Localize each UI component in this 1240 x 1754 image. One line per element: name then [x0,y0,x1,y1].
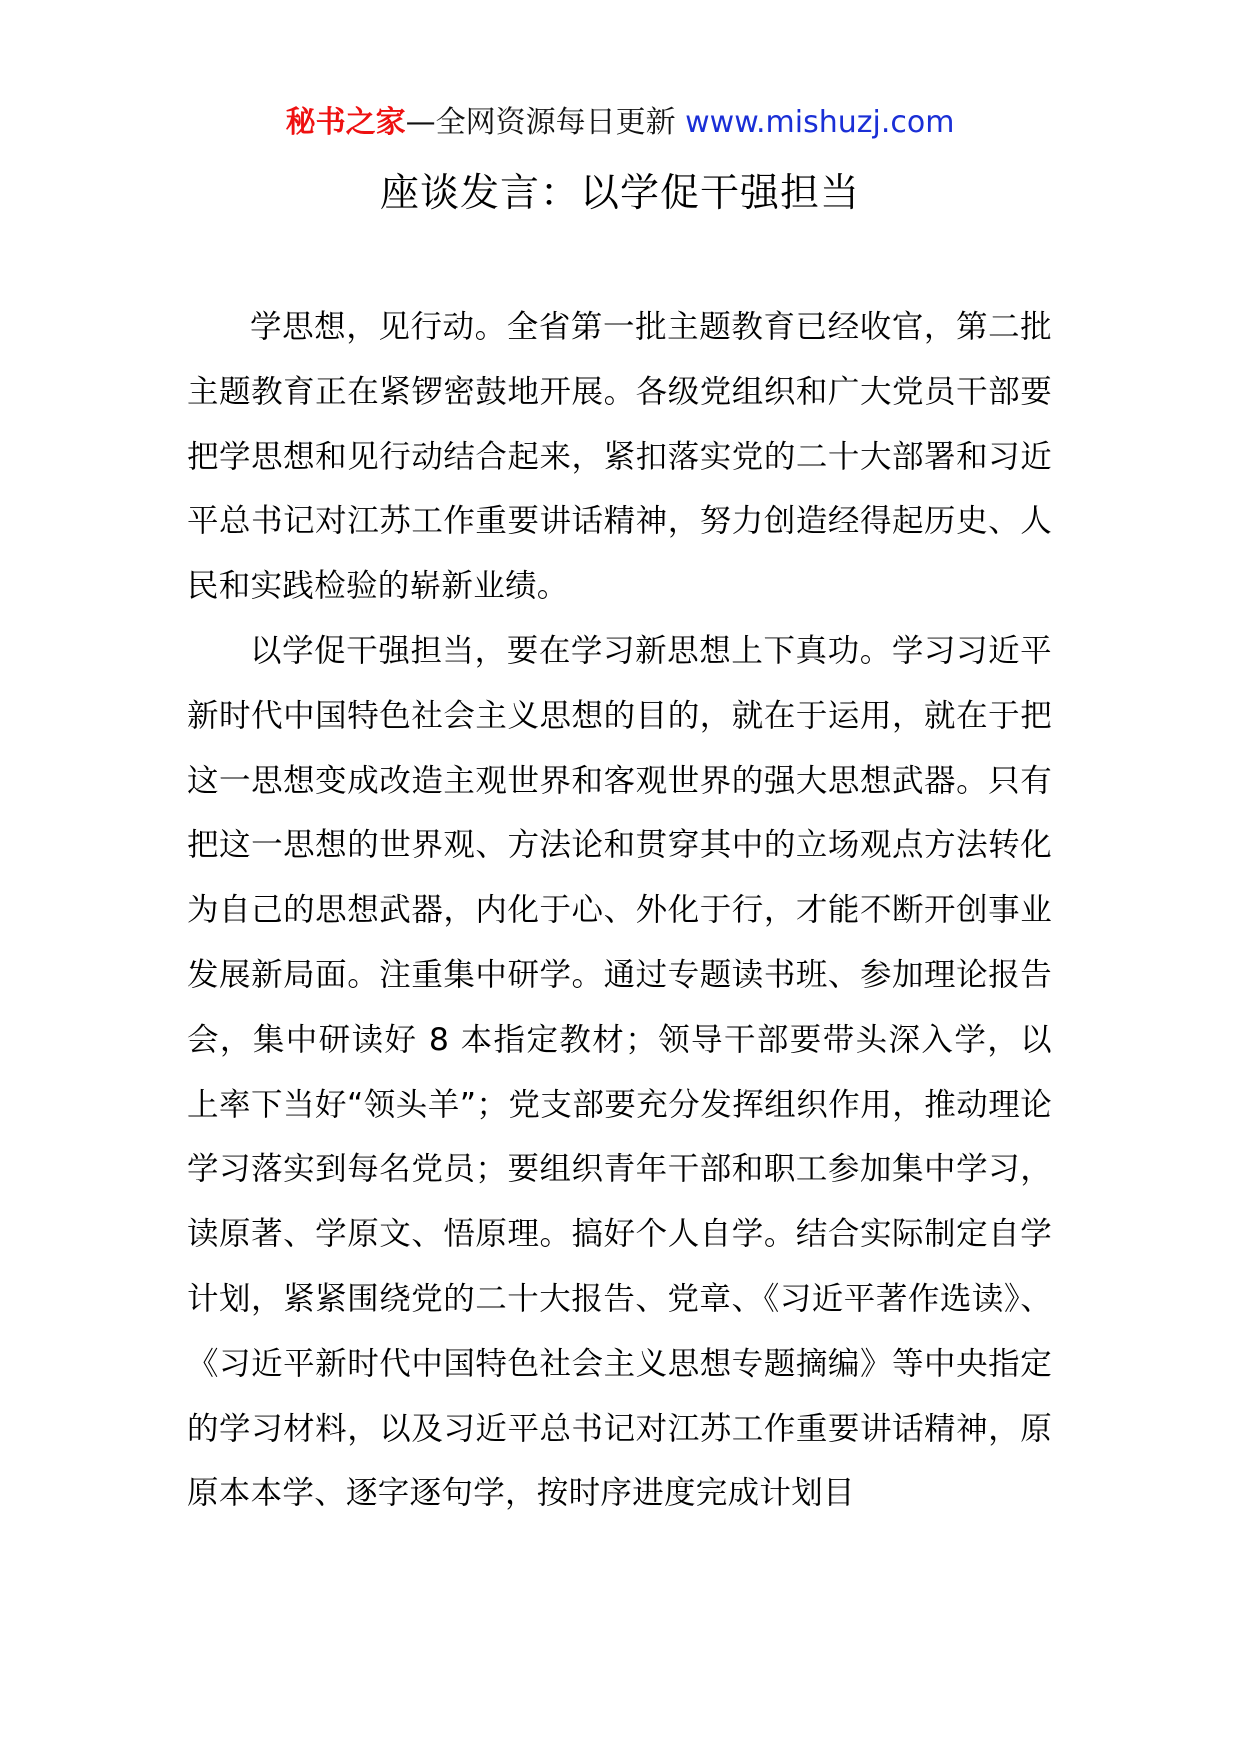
paragraph-2: 以学促干强担当，要在学习新思想上下真功。学习习近平新时代中国特色社会主义思想的目的，就在于运用，就在于把这一思想变成改造主观世界和客观世界的强大思想武器。只有把这一思想的世界观、方法论和贯穿其中的立场观点方法转化为自己的思想武器，内化于心、外化于行，才能不断开创事业发展新局面。注重集中研学。通过专题读书班、参加理论报告会，集中研读好 8 本指定教材；领导干部要带头深入学，以上率下当好“领头羊”；党支部要充分发挥组织作用，推动理论学习落实到每名党员；要组织青年干部和职工参加集中学习，读原著、学原文、悟原理。搞好个人自学。结合实际制定自学计划，紧紧围绕党的二十大报告、党章、《习近平著作选读》、《习近平新时代中国特色社会主义思想专题摘编》等中央指定的学习材料，以及习近平总书记对江苏工作重要讲话精神，原原本本学、逐字逐句学，按时序进度完成计划目 [187,632,1052,1512]
site-slogan: —全网资源每日更新 [405,105,686,140]
document-title: 座谈发言：以学促干强担当 [379,171,860,216]
site-header [0,103,1240,143]
brand-name: 秘书之家 [285,105,406,140]
paragraph-1: 学思想，见行动。全省第一批主题教育已经收官，第二批主题教育正在紧锣密鼓地开展。各级党组织和广大党员干部要把学思想和见行动结合起来，紧扣落实党的二十大部署和习近平总书记对江苏工作重要讲话精神，努力创造经得起历史、人民和实践检验的崭新业绩。 [187,309,1052,605]
site-url-link[interactable]: www.mishuzj.com [685,105,955,140]
document-body [187,295,1052,1526]
